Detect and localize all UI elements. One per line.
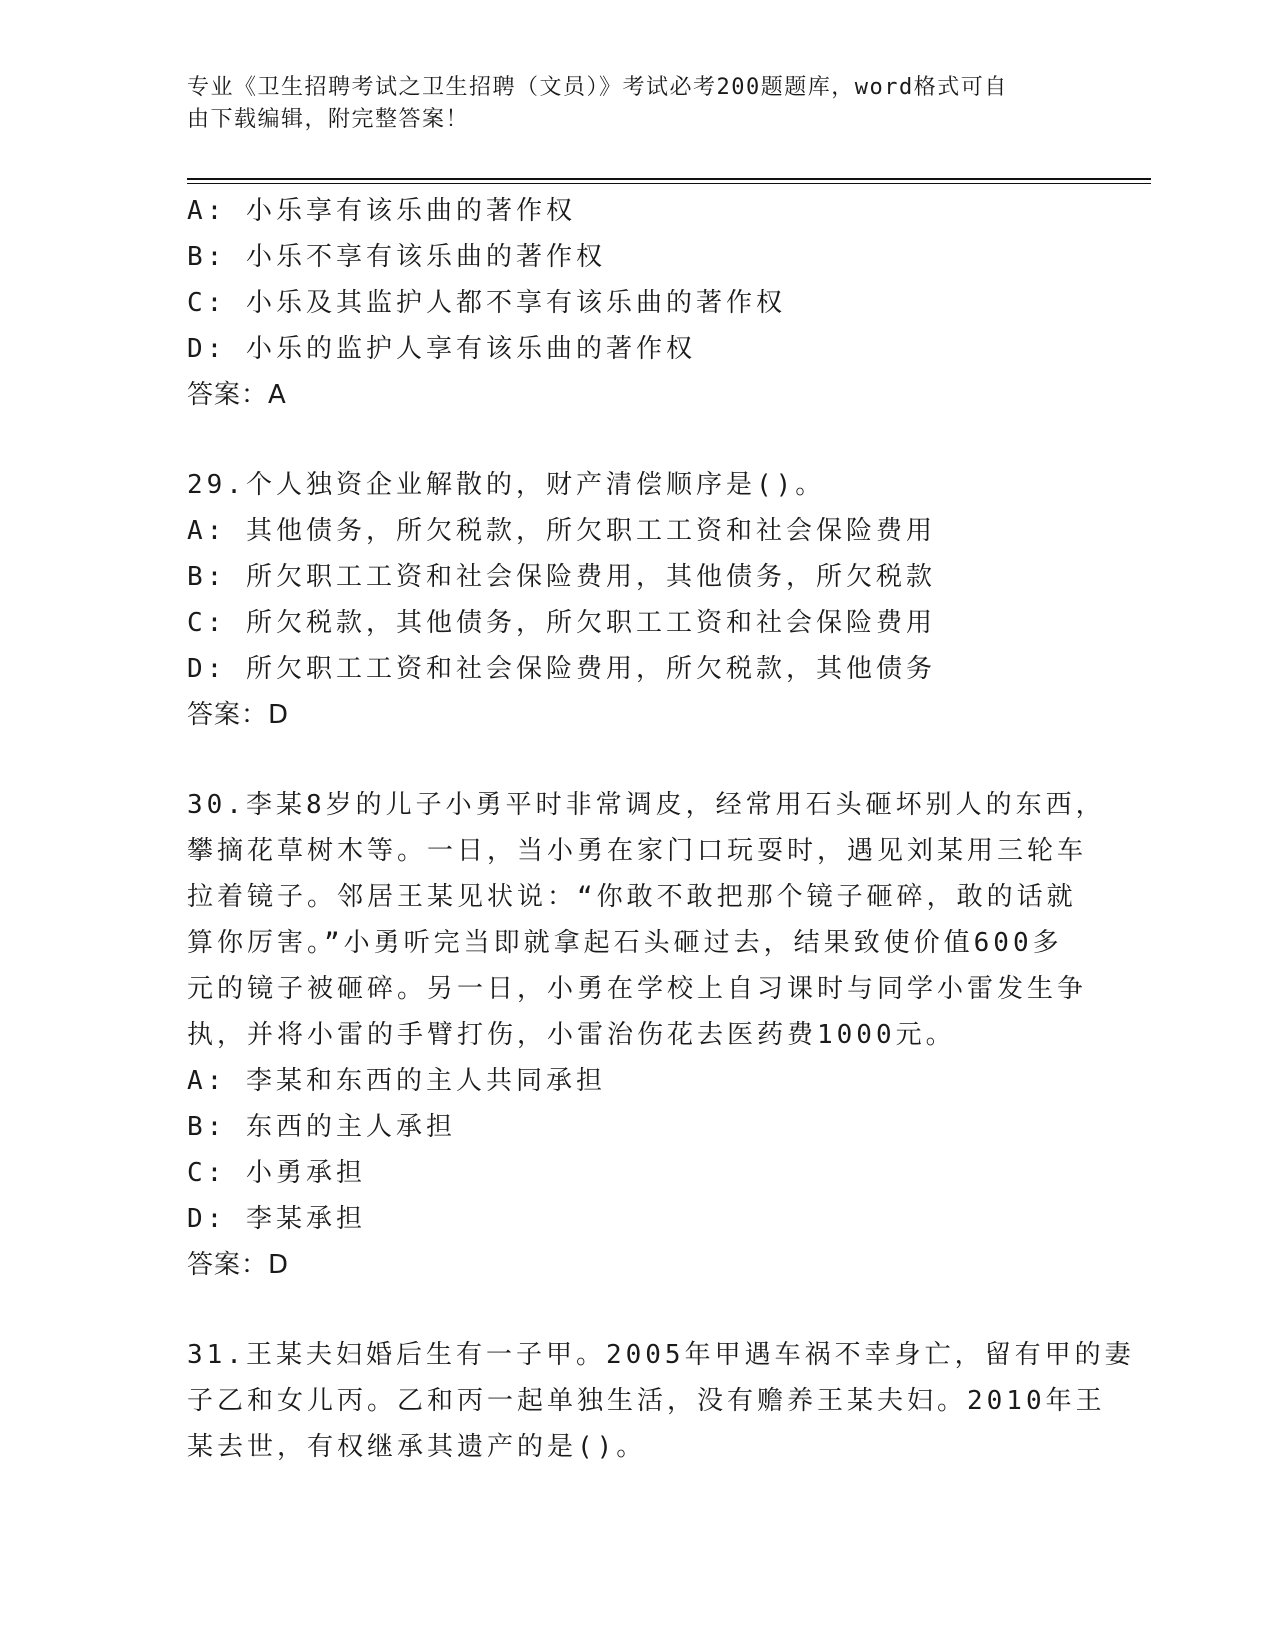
option-a: A: 其他债务，所欠税款，所欠职工工资和社会保险费用 — [187, 516, 936, 546]
question-list — [187, 188, 1135, 1470]
question-text-line-2: 子乙和女儿丙。乙和丙一起单独生活，没有赡养王某夫妇。2010年王 — [187, 1386, 1106, 1416]
header-divider-thick — [187, 178, 1151, 180]
header-title-line-1: 专业《卫生招聘考试之卫生招聘（文员）》考试必考200题题库，word格式可自 — [187, 75, 1008, 100]
spacer — [187, 738, 1067, 782]
option-b: B: 所欠职工工资和社会保险费用，其他债务，所欠税款 — [187, 562, 936, 592]
question-text-line-3: 某去世，有权继承其遗产的是()。 — [187, 1432, 647, 1462]
question-block-30 — [187, 782, 1106, 1288]
question-text-line-1: 30.李某8岁的儿子小勇平时非常调皮，经常用石头砸坏别人的东西， — [187, 790, 1106, 820]
spacer — [187, 418, 1067, 462]
question-block-29 — [187, 462, 1067, 738]
option-c: C: 小乐及其监护人都不享有该乐曲的著作权 — [187, 288, 786, 318]
option-b: B: 东西的主人承担 — [187, 1112, 456, 1142]
question-text-line-6: 执，并将小雷的手臂打伤，小雷治伤花去医药费1000元。 — [187, 1020, 956, 1050]
option-c: C: 所欠税款，其他债务，所欠职工工资和社会保险费用 — [187, 608, 936, 638]
answer-line: 答案：D — [187, 700, 290, 730]
option-a: A: 李某和东西的主人共同承担 — [187, 1066, 606, 1096]
question-text-line-2: 攀摘花草树木等。一日，当小勇在家门口玩耍时，遇见刘某用三轮车 — [187, 836, 1088, 866]
question-text-line-3: 拉着镜子。邻居王某见状说：“你敢不敢把那个镜子砸碎，敢的话就 — [187, 882, 1077, 912]
question-text-line-4: 算你厉害。”小勇听完当即就拿起石头砸过去，结果致使价值600多 — [187, 928, 1063, 958]
document-header — [187, 72, 1067, 136]
header-title-line-2: 由下载编辑，附完整答案！ — [187, 107, 470, 132]
option-d: D: 小乐的监护人享有该乐曲的著作权 — [187, 334, 696, 364]
option-d: D: 李某承担 — [187, 1204, 366, 1234]
question-text-line-1: 31.王某夫妇婚后生有一子甲。2005年甲遇车祸不幸身亡，留有甲的妻 — [187, 1340, 1135, 1370]
answer-line: 答案：A — [187, 380, 287, 410]
answer-line: 答案：D — [187, 1250, 290, 1280]
option-b: B: 小乐不享有该乐曲的著作权 — [187, 242, 606, 272]
question-text-line-5: 元的镜子被砸碎。另一日，小勇在学校上自习课时与同学小雷发生争 — [187, 974, 1088, 1004]
header-divider-thin — [187, 183, 1151, 184]
option-a: A: 小乐享有该乐曲的著作权 — [187, 196, 576, 226]
question-block-28 — [187, 188, 1067, 418]
spacer — [187, 1288, 1067, 1332]
option-d: D: 所欠职工工资和社会保险费用，所欠税款，其他债务 — [187, 654, 936, 684]
question-block-31 — [187, 1332, 1135, 1470]
option-c: C: 小勇承担 — [187, 1158, 366, 1188]
question-text: 29.个人独资企业解散的，财产清偿顺序是()。 — [187, 470, 826, 500]
